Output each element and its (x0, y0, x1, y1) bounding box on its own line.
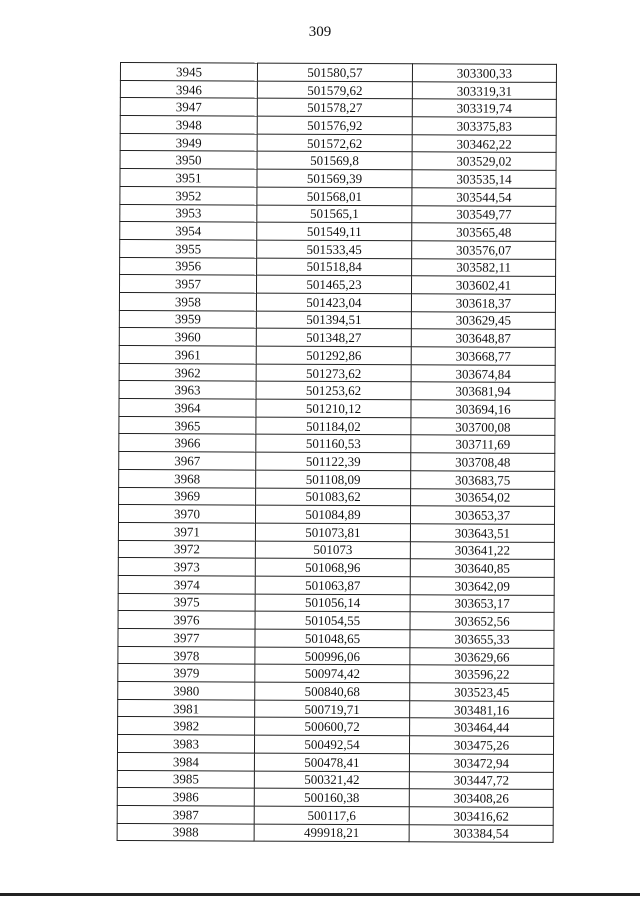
x-coordinate-cell: 501084,89 (255, 505, 410, 523)
y-coordinate-cell: 303643,51 (410, 524, 554, 542)
point-number-cell: 3973 (118, 558, 255, 576)
coordinates-table-body (117, 63, 556, 843)
point-number-cell: 3979 (118, 664, 255, 682)
point-number-cell: 3959 (119, 310, 256, 328)
point-number-cell: 3965 (119, 416, 256, 434)
x-coordinate-cell: 501533,45 (257, 240, 412, 258)
y-coordinate-cell: 303648,87 (411, 329, 555, 347)
x-coordinate-cell: 501273,62 (256, 364, 411, 382)
x-coordinate-cell: 500478,41 (254, 753, 409, 771)
x-coordinate-cell: 500160,38 (254, 788, 409, 806)
point-number-cell: 3972 (118, 540, 255, 558)
bottom-rule (0, 893, 640, 896)
table-row (120, 239, 556, 259)
y-coordinate-cell: 303655,33 (410, 630, 554, 648)
point-number-cell: 3978 (118, 646, 255, 664)
x-coordinate-cell: 501579,62 (257, 81, 412, 99)
table-row (119, 416, 555, 436)
table-row (118, 558, 554, 578)
y-coordinate-cell: 303596,22 (410, 665, 554, 683)
y-coordinate-cell: 303464,44 (410, 718, 554, 736)
y-coordinate-cell: 303535,14 (412, 170, 556, 188)
x-coordinate-cell: 501549,11 (257, 222, 412, 240)
point-number-cell: 3948 (120, 116, 257, 134)
y-coordinate-cell: 303640,85 (410, 559, 554, 577)
table-row (118, 575, 554, 595)
x-coordinate-cell: 501572,62 (257, 134, 412, 152)
x-coordinate-cell: 501073 (255, 541, 410, 559)
y-coordinate-cell: 303576,07 (412, 241, 556, 259)
point-number-cell: 3949 (120, 133, 257, 151)
x-coordinate-cell: 500996,06 (255, 647, 410, 665)
table-row (119, 328, 555, 348)
x-coordinate-cell: 501565,1 (257, 205, 412, 223)
y-coordinate-cell: 303300,33 (412, 64, 556, 82)
point-number-cell: 3963 (119, 381, 256, 399)
table-row (119, 363, 555, 383)
table-row (117, 752, 553, 772)
x-coordinate-cell: 500117,6 (254, 806, 409, 824)
y-coordinate-cell: 303408,26 (409, 789, 553, 807)
point-number-cell: 3974 (118, 575, 255, 593)
y-coordinate-cell: 303711,69 (411, 435, 555, 453)
point-number-cell: 3954 (120, 222, 257, 240)
table-row (120, 63, 556, 83)
x-coordinate-cell: 501063,87 (255, 576, 410, 594)
table-row (120, 204, 556, 224)
y-coordinate-cell: 303602,41 (411, 276, 555, 294)
point-number-cell: 3967 (119, 452, 256, 470)
x-coordinate-cell: 501048,65 (255, 629, 410, 647)
point-number-cell: 3988 (117, 823, 254, 841)
y-coordinate-cell: 303654,02 (411, 488, 555, 506)
table-row (119, 469, 555, 489)
x-coordinate-cell: 500719,71 (255, 700, 410, 718)
x-coordinate-cell: 501465,23 (256, 275, 411, 293)
y-coordinate-cell: 303653,37 (410, 506, 554, 524)
y-coordinate-cell: 303416,62 (409, 807, 553, 825)
x-coordinate-cell: 500840,68 (255, 682, 410, 700)
y-coordinate-cell: 303319,31 (412, 81, 556, 99)
y-coordinate-cell: 303641,22 (410, 541, 554, 559)
x-coordinate-cell: 501292,86 (256, 346, 411, 364)
x-coordinate-cell: 500974,42 (255, 664, 410, 682)
table-row (119, 345, 555, 365)
point-number-cell: 3950 (120, 151, 257, 169)
table-row (118, 505, 554, 525)
table-row (118, 611, 554, 631)
point-number-cell: 3945 (120, 63, 257, 81)
point-number-cell: 3983 (117, 735, 254, 753)
point-number-cell: 3947 (120, 98, 257, 116)
point-number-cell: 3981 (118, 699, 255, 717)
x-coordinate-cell: 499918,21 (254, 824, 409, 842)
x-coordinate-cell: 501253,62 (256, 381, 411, 399)
point-number-cell: 3970 (118, 505, 255, 523)
table-row (119, 381, 555, 401)
y-coordinate-cell: 303642,09 (410, 577, 554, 595)
table-row (118, 628, 554, 648)
y-coordinate-cell: 303694,16 (411, 400, 555, 418)
y-coordinate-cell: 303653,17 (410, 594, 554, 612)
x-coordinate-cell: 501054,55 (255, 611, 410, 629)
table-row (117, 788, 553, 808)
coordinates-table (117, 62, 557, 843)
table-row (119, 452, 555, 472)
table-row (120, 169, 556, 189)
table-row (119, 292, 555, 312)
point-number-cell: 3953 (120, 204, 257, 222)
point-number-cell: 3956 (120, 257, 257, 275)
point-number-cell: 3957 (119, 275, 256, 293)
y-coordinate-cell: 303472,94 (409, 754, 553, 772)
x-coordinate-cell: 501073,81 (255, 523, 410, 541)
point-number-cell: 3960 (119, 328, 256, 346)
y-coordinate-cell: 303668,77 (411, 347, 555, 365)
x-coordinate-cell: 501569,8 (257, 152, 412, 170)
point-number-cell: 3985 (117, 770, 254, 788)
point-number-cell: 3977 (118, 628, 255, 646)
table-row (118, 664, 554, 684)
table-row (118, 717, 554, 737)
x-coordinate-cell: 501122,39 (256, 452, 411, 470)
x-coordinate-cell: 500600,72 (255, 718, 410, 736)
point-number-cell: 3968 (119, 469, 256, 487)
y-coordinate-cell: 303384,54 (409, 824, 553, 842)
x-coordinate-cell: 501578,27 (257, 98, 412, 116)
x-coordinate-cell: 501580,57 (257, 63, 412, 81)
y-coordinate-cell: 303544,54 (412, 188, 556, 206)
x-coordinate-cell: 501210,12 (256, 399, 411, 417)
x-coordinate-cell: 501083,62 (256, 488, 411, 506)
table-row (117, 735, 553, 755)
point-number-cell: 3971 (118, 522, 255, 540)
x-coordinate-cell: 501184,02 (256, 417, 411, 435)
point-number-cell: 3958 (119, 292, 256, 310)
table-row (118, 682, 554, 702)
x-coordinate-cell: 501108,09 (256, 470, 411, 488)
table-row (119, 310, 555, 330)
x-coordinate-cell: 501068,96 (255, 558, 410, 576)
table-row (120, 133, 556, 153)
y-coordinate-cell: 303674,84 (411, 364, 555, 382)
y-coordinate-cell: 303375,83 (412, 117, 556, 135)
point-number-cell: 3952 (120, 186, 257, 204)
table-row (120, 151, 556, 171)
table-row (120, 80, 556, 100)
point-number-cell: 3966 (119, 434, 256, 452)
x-coordinate-cell: 501056,14 (255, 594, 410, 612)
table-row (119, 399, 555, 419)
y-coordinate-cell: 303700,08 (411, 418, 555, 436)
point-number-cell: 3986 (117, 788, 254, 806)
y-coordinate-cell: 303708,48 (411, 453, 555, 471)
table-row (120, 257, 556, 277)
point-number-cell: 3969 (119, 487, 256, 505)
point-number-cell: 3984 (117, 752, 254, 770)
point-number-cell: 3951 (120, 169, 257, 187)
point-number-cell: 3962 (119, 363, 256, 381)
point-number-cell: 3961 (119, 345, 256, 363)
table-row (120, 186, 556, 206)
point-number-cell: 3964 (119, 399, 256, 417)
table-row (119, 434, 555, 454)
y-coordinate-cell: 303652,56 (410, 612, 554, 630)
x-coordinate-cell: 501394,51 (256, 311, 411, 329)
y-coordinate-cell: 303681,94 (411, 382, 555, 400)
y-coordinate-cell: 303523,45 (410, 683, 554, 701)
y-coordinate-cell: 303629,66 (410, 647, 554, 665)
y-coordinate-cell: 303529,02 (412, 152, 556, 170)
x-coordinate-cell: 501160,53 (256, 435, 411, 453)
x-coordinate-cell: 501518,84 (257, 258, 412, 276)
table-row (120, 98, 556, 118)
x-coordinate-cell: 500321,42 (254, 771, 409, 789)
y-coordinate-cell: 303462,22 (412, 135, 556, 153)
point-number-cell: 3982 (118, 717, 255, 735)
point-number-cell: 3955 (120, 239, 257, 257)
table-row (118, 646, 554, 666)
x-coordinate-cell: 501423,04 (256, 293, 411, 311)
table-row (119, 275, 555, 295)
table-row (118, 522, 554, 542)
y-coordinate-cell: 303582,11 (412, 258, 556, 276)
x-coordinate-cell: 501569,39 (257, 169, 412, 187)
y-coordinate-cell: 303475,26 (409, 736, 553, 754)
x-coordinate-cell: 501568,01 (257, 187, 412, 205)
y-coordinate-cell: 303319,74 (412, 99, 556, 117)
table-row (118, 699, 554, 719)
y-coordinate-cell: 303618,37 (411, 294, 555, 312)
table-row (117, 805, 553, 825)
y-coordinate-cell: 303683,75 (411, 471, 555, 489)
x-coordinate-cell: 501348,27 (256, 328, 411, 346)
x-coordinate-cell: 500492,54 (254, 735, 409, 753)
x-coordinate-cell: 501576,92 (257, 116, 412, 134)
table-row (117, 770, 553, 790)
table-row (119, 487, 555, 507)
y-coordinate-cell: 303549,77 (412, 205, 556, 223)
table-row (120, 222, 556, 242)
table-row (118, 540, 554, 560)
table-row (117, 823, 553, 843)
y-coordinate-cell: 303565,48 (412, 223, 556, 241)
table-row (118, 593, 554, 613)
y-coordinate-cell: 303629,45 (411, 311, 555, 329)
y-coordinate-cell: 303481,16 (410, 701, 554, 719)
y-coordinate-cell: 303447,72 (409, 771, 553, 789)
point-number-cell: 3975 (118, 593, 255, 611)
point-number-cell: 3976 (118, 611, 255, 629)
point-number-cell: 3987 (117, 805, 254, 823)
point-number-cell: 3946 (120, 80, 257, 98)
page-number: 309 (308, 24, 332, 40)
table-row (120, 116, 556, 136)
point-number-cell: 3980 (118, 682, 255, 700)
